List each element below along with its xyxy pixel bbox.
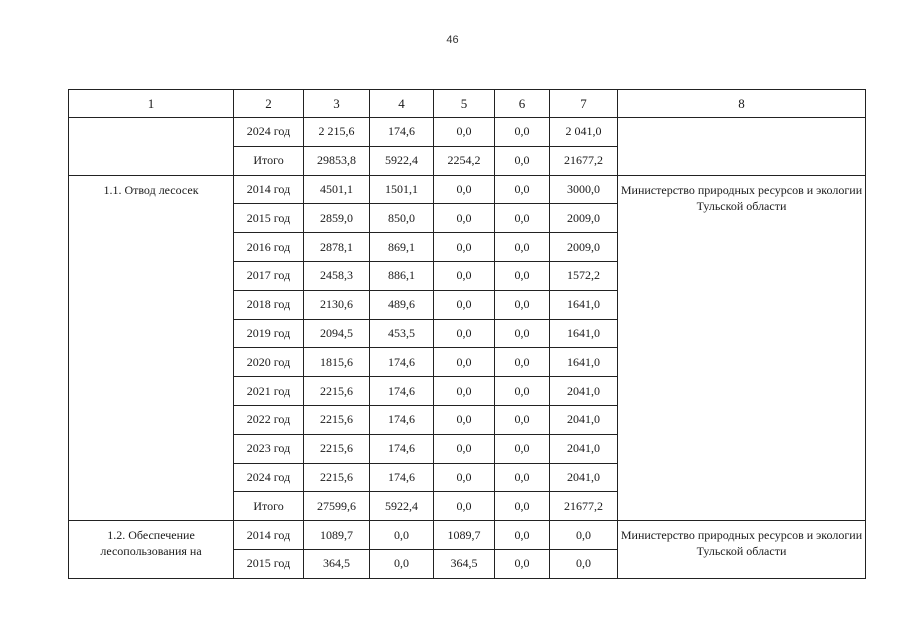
amount-cell: 2215,6 [304,377,370,406]
activity-name-cell: 1.2. Обеспечение лесопользования на [69,521,234,579]
amount-cell: 0,0 [434,233,495,262]
column-number-row [69,90,866,118]
amount-cell: 453,5 [370,319,434,348]
amount-cell: 1815,6 [304,348,370,377]
amount-cell: 0,0 [495,146,550,175]
amount-cell: 29853,8 [304,146,370,175]
amount-cell: 0,0 [550,549,618,578]
year-cell: 2024 год [234,463,304,492]
amount-cell: 364,5 [304,549,370,578]
amount-cell: 0,0 [434,434,495,463]
amount-cell: 4501,1 [304,175,370,204]
amount-cell: 2 215,6 [304,118,370,147]
amount-cell: 5922,4 [370,492,434,521]
column-number: 3 [304,90,370,118]
amount-cell: 0,0 [434,405,495,434]
amount-cell: 0,0 [550,521,618,550]
column-number: 5 [434,90,495,118]
page-number: 46 [446,34,459,46]
amount-cell: 2041,0 [550,405,618,434]
amount-cell: 0,0 [370,549,434,578]
amount-cell: 0,0 [495,521,550,550]
amount-cell: 489,6 [370,290,434,319]
responsible-org-cell [618,118,866,176]
amount-cell: 2878,1 [304,233,370,262]
amount-cell: 174,6 [370,377,434,406]
amount-cell: 2130,6 [304,290,370,319]
amount-cell: 0,0 [495,463,550,492]
amount-cell: 2041,0 [550,463,618,492]
amount-cell: 0,0 [370,521,434,550]
year-cell: Итого [234,492,304,521]
amount-cell: 2009,0 [550,233,618,262]
responsible-org-cell: Министерство природных ресурсов и экологии Тульской области [618,175,866,521]
amount-cell: 0,0 [495,492,550,521]
amount-cell: 2254,2 [434,146,495,175]
column-number: 1 [69,90,234,118]
year-cell: Итого [234,146,304,175]
amount-cell: 2215,6 [304,434,370,463]
activity-name-cell [69,118,234,176]
amount-cell: 2094,5 [304,319,370,348]
amount-cell: 0,0 [495,377,550,406]
amount-cell: 1641,0 [550,290,618,319]
amount-cell: 2041,0 [550,377,618,406]
amount-cell: 1501,1 [370,175,434,204]
amount-cell: 27599,6 [304,492,370,521]
amount-cell: 0,0 [495,290,550,319]
amount-cell: 0,0 [495,319,550,348]
column-number: 7 [550,90,618,118]
year-cell: 2019 год [234,319,304,348]
amount-cell: 0,0 [495,175,550,204]
amount-cell: 0,0 [434,261,495,290]
amount-cell: 174,6 [370,405,434,434]
year-cell: 2015 год [234,204,304,233]
column-number: 4 [370,90,434,118]
amount-cell: 21677,2 [550,146,618,175]
amount-cell: 0,0 [434,118,495,147]
year-cell: 2018 год [234,290,304,319]
amount-cell: 174,6 [370,348,434,377]
amount-cell: 869,1 [370,233,434,262]
amount-cell: 3000,0 [550,175,618,204]
program-funding-table [68,89,866,579]
amount-cell: 21677,2 [550,492,618,521]
amount-cell: 1641,0 [550,348,618,377]
amount-cell: 850,0 [370,204,434,233]
amount-cell: 0,0 [495,261,550,290]
table-row [69,118,866,147]
amount-cell: 174,6 [370,463,434,492]
column-number: 6 [495,90,550,118]
amount-cell: 886,1 [370,261,434,290]
year-cell: 2021 год [234,377,304,406]
amount-cell: 0,0 [495,434,550,463]
amount-cell: 1572,2 [550,261,618,290]
amount-cell: 1089,7 [304,521,370,550]
amount-cell: 0,0 [495,233,550,262]
amount-cell: 1089,7 [434,521,495,550]
amount-cell: 0,0 [434,175,495,204]
amount-cell: 2009,0 [550,204,618,233]
amount-cell: 0,0 [495,405,550,434]
amount-cell: 0,0 [434,319,495,348]
year-cell: 2016 год [234,233,304,262]
amount-cell: 0,0 [495,549,550,578]
amount-cell: 2215,6 [304,405,370,434]
amount-cell: 364,5 [434,549,495,578]
year-cell: 2020 год [234,348,304,377]
amount-cell: 2215,6 [304,463,370,492]
amount-cell: 0,0 [495,118,550,147]
amount-cell: 174,6 [370,118,434,147]
amount-cell: 0,0 [434,492,495,521]
amount-cell: 0,0 [495,348,550,377]
amount-cell: 0,0 [434,463,495,492]
amount-cell: 0,0 [434,204,495,233]
amount-cell: 0,0 [434,290,495,319]
amount-cell: 2859,0 [304,204,370,233]
responsible-org-cell: Министерство природных ресурсов и экологии Тульской области [618,521,866,579]
year-cell: 2015 год [234,549,304,578]
column-number: 8 [618,90,866,118]
amount-cell: 2458,3 [304,261,370,290]
activity-name-cell: 1.1. Отвод лесосек [69,175,234,521]
year-cell: 2022 год [234,405,304,434]
year-cell: 2023 год [234,434,304,463]
amount-cell: 0,0 [495,204,550,233]
year-cell: 2014 год [234,175,304,204]
table-row [69,175,866,204]
amount-cell: 174,6 [370,434,434,463]
column-number: 2 [234,90,304,118]
year-cell: 2024 год [234,118,304,147]
table-row [69,521,866,550]
amount-cell: 5922,4 [370,146,434,175]
year-cell: 2014 год [234,521,304,550]
amount-cell: 2041,0 [550,434,618,463]
year-cell: 2017 год [234,261,304,290]
amount-cell: 1641,0 [550,319,618,348]
amount-cell: 0,0 [434,377,495,406]
amount-cell: 0,0 [434,348,495,377]
amount-cell: 2 041,0 [550,118,618,147]
